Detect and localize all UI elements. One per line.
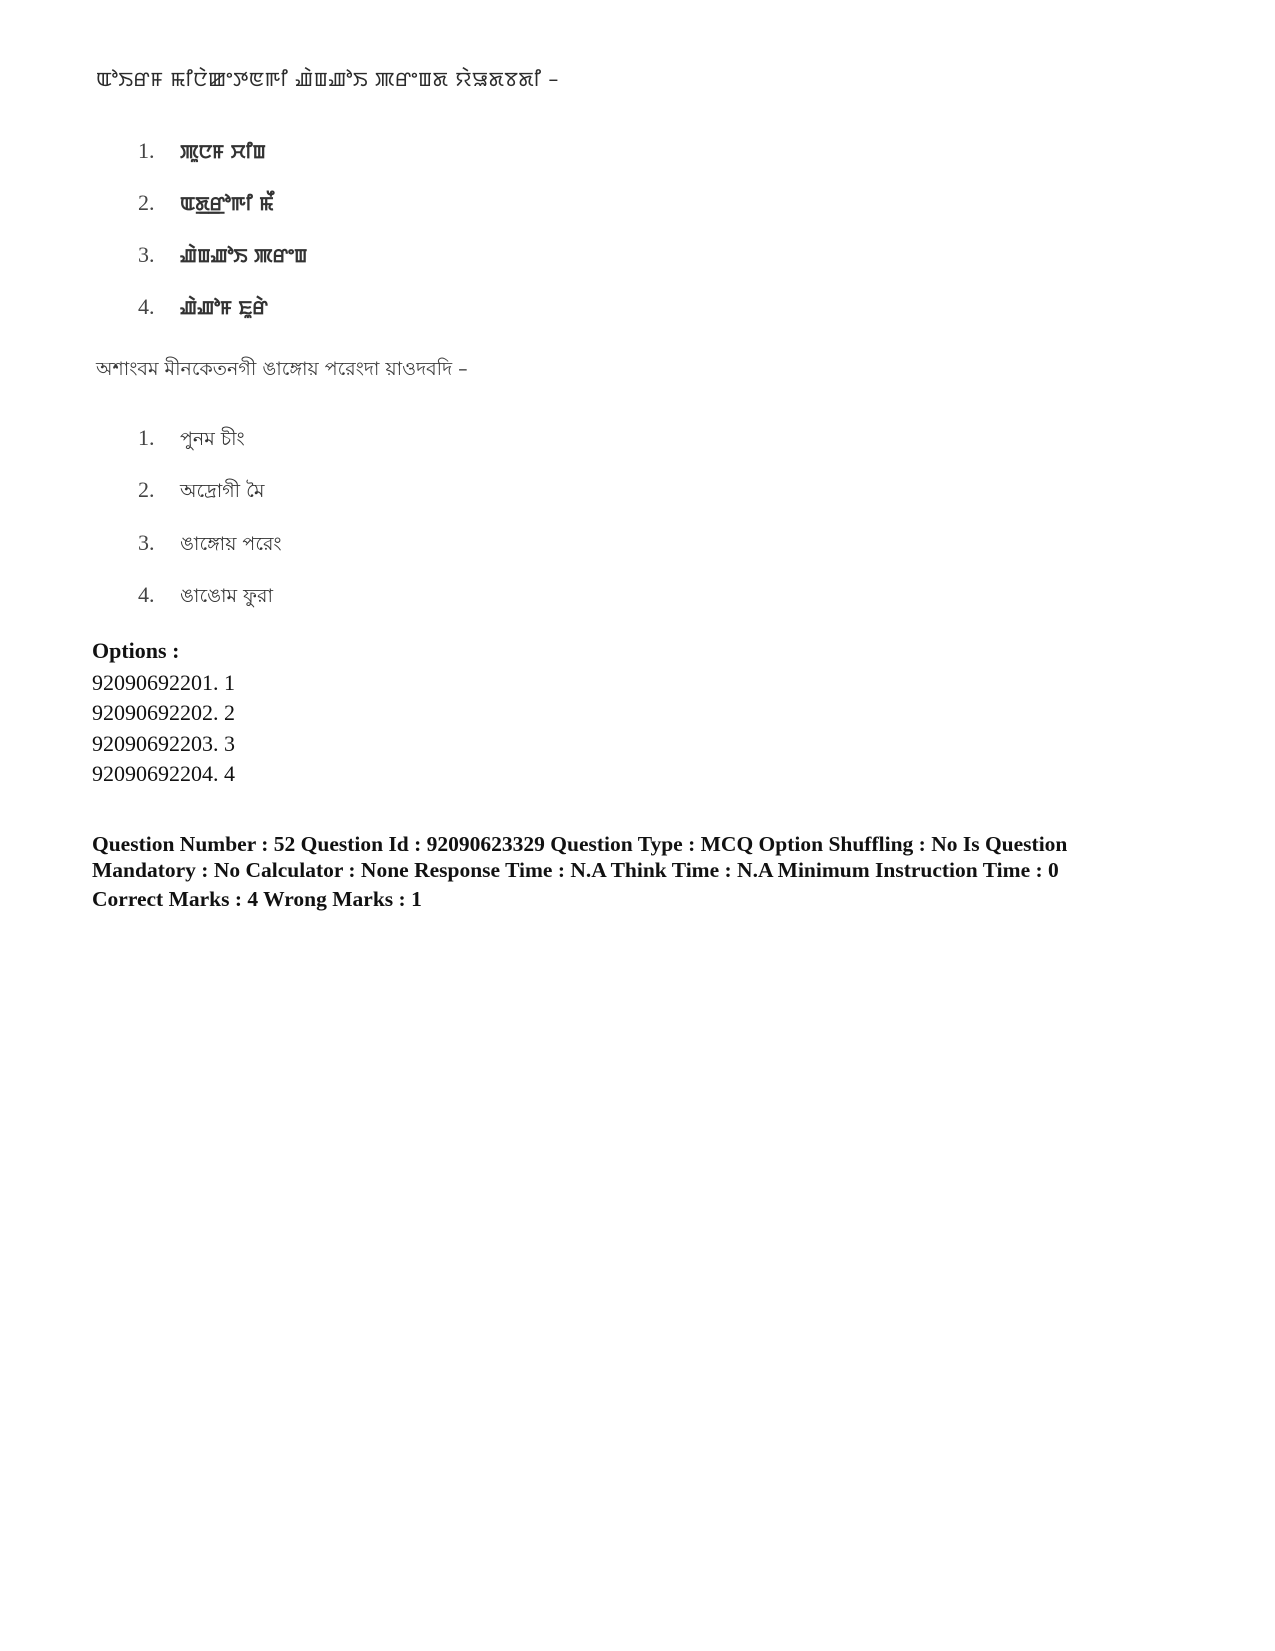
question-meta-line-1: Question Number : 52 Question Id : 92090623329 Question Type : MCQ Option Shuffling : No Is Question [92,832,1068,856]
item-number: 4. [138,294,155,319]
item-text: পুনম চীং [180,428,245,450]
item-number: 3. [138,530,155,555]
item-text: অদ্রোগী মৈ [180,480,265,502]
question-marks: Correct Marks : 4 Wrong Marks : 1 [92,887,422,911]
item-number: 2. [138,190,155,215]
question-meta [92,831,1122,883]
item-text: ꯄꯨꯅꯝ ꯆꯤꯡ [180,141,266,163]
item-number: 2. [138,477,155,502]
item-text: ꯑꯗ꯭ꯔꯣꯒꯤ ꯃꯩ [180,193,274,215]
option-2: 92090692202. 2 [92,700,235,725]
manipuri-item-4 [138,294,268,321]
item-text: ꯉꯥꯡꯉꯣꯏ ꯄꯔꯦꯡ [180,245,308,267]
item-number: 1. [138,138,155,163]
item-text: ঙাঙ্গোয় পরেং [180,533,282,555]
bengali-item-1 [138,425,245,457]
bengali-question-heading: অশাংবম মীনকেতনগী ঙাঙ্গোয় পরেংদা য়াওদবদি – [96,358,468,380]
bengali-item-4 [138,582,273,614]
manipuri-item-2 [138,190,274,217]
item-text: ꯉꯥꯉꯣꯝ ꯐꯨꯔꯥ [180,297,268,319]
option-1: 92090692201. 1 [92,670,235,695]
option-3: 92090692203. 3 [92,731,235,756]
options-title: Options : [92,638,180,663]
item-text: ঙাঙোম ফুরা [180,585,273,607]
manipuri-question-heading: ꯑꯣꯏꯔꯝ ꯃꯤꯅꯥꯀꯦꯇꯟꯒꯤ ꯉꯥꯡꯉꯣꯏ ꯄꯔꯦꯡꯗ ꯌꯥꯎꯗꯕꯗꯤ – [96,67,559,91]
option-4: 92090692204. 4 [92,761,235,786]
item-number: 3. [138,242,155,267]
bengali-item-3 [138,530,282,562]
manipuri-item-3 [138,242,307,269]
question-meta-line-2: Mandatory : No Calculator : None Response Time : N.A Think Time : N.A Minimum Instruction Time : 0 [92,858,1059,882]
manipuri-item-1 [138,138,266,165]
item-number: 1. [138,425,155,450]
item-number: 4. [138,582,155,607]
bengali-item-2 [138,477,264,509]
